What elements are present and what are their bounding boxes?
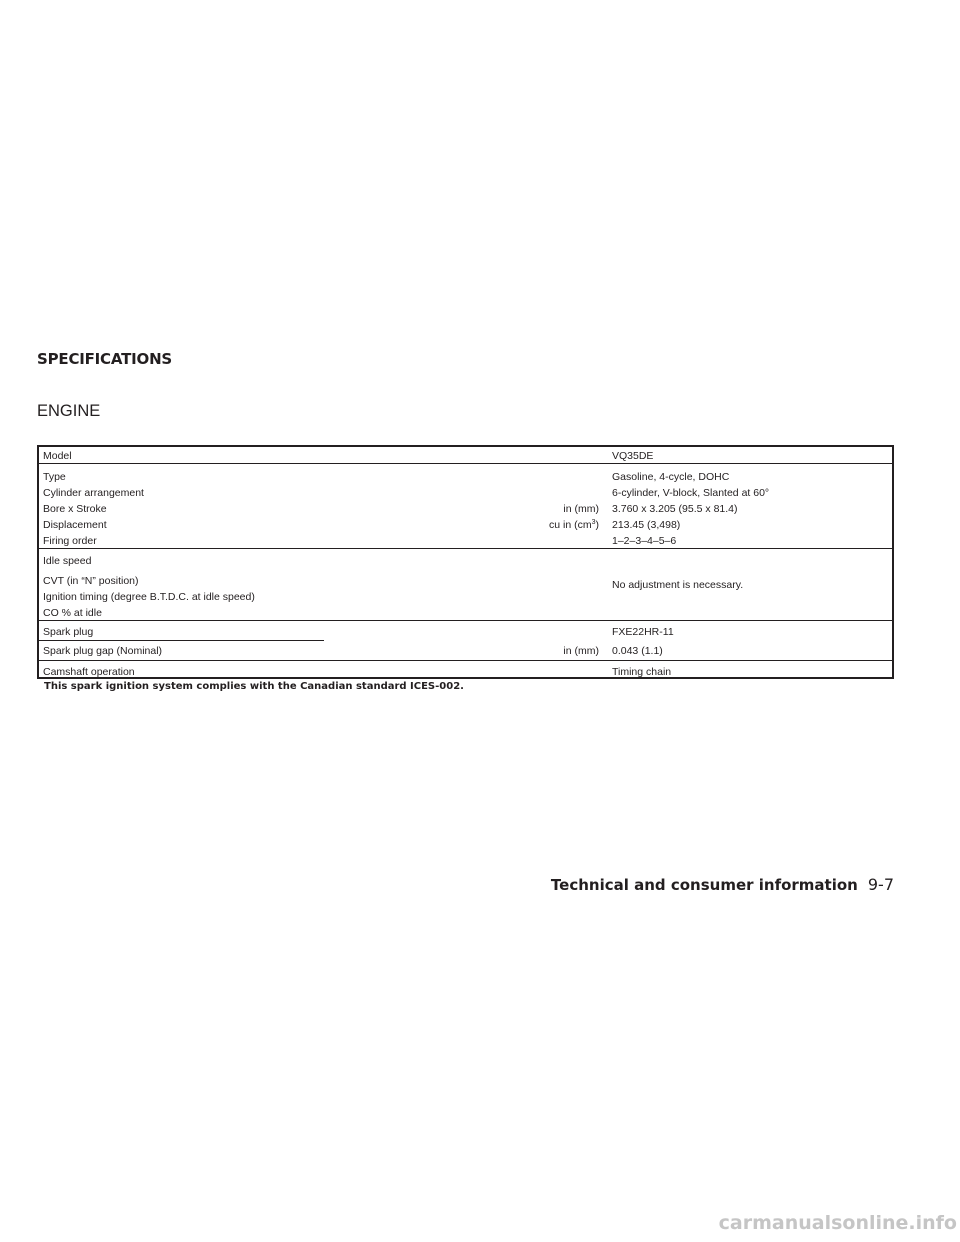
camshaft-row xyxy=(39,664,892,680)
idle-speed-row xyxy=(39,553,892,569)
cvt-row xyxy=(39,573,892,589)
ignition-timing-row xyxy=(39,589,892,605)
bore-stroke-label: Bore x Stroke xyxy=(43,503,107,515)
type-label: Type xyxy=(43,471,66,483)
cylinder-row xyxy=(39,485,892,501)
model-label: Model xyxy=(43,450,72,462)
page-number: 9-7 xyxy=(867,875,894,894)
displacement-label: Displacement xyxy=(43,519,107,531)
spark-plug-gap-value: 0.043 (1.1) xyxy=(612,645,663,657)
co-idle-label: CO % at idle xyxy=(43,607,102,619)
type-value: Gasoline, 4-cycle, DOHC xyxy=(612,471,730,483)
cylinder-label: Cylinder arrangement xyxy=(43,487,144,499)
displacement-unit xyxy=(549,517,599,533)
model-row xyxy=(39,448,892,464)
spark-plug-divider xyxy=(39,640,324,641)
displacement-unit-suffix: ) xyxy=(595,519,599,531)
camshaft-label: Camshaft operation xyxy=(43,666,135,678)
compliance-note: This spark ignition system complies with the Canadian standard ICES-002. xyxy=(44,681,464,692)
firing-order-value: 1–2–3–4–5–6 xyxy=(612,535,677,547)
cvt-label: CVT (in “N” position) xyxy=(43,575,139,587)
page-footer xyxy=(551,875,894,894)
camshaft-group xyxy=(39,661,892,679)
spark-plug-gap-row xyxy=(39,643,892,659)
engine-basics-group xyxy=(39,464,892,549)
displacement-value: 213.45 (3,498) xyxy=(612,519,681,531)
idle-group-value: No adjustment is necessary. xyxy=(612,578,744,591)
spark-plug-label: Spark plug xyxy=(43,626,94,638)
bore-stroke-unit: in (mm) xyxy=(563,503,599,515)
idle-speed-label: Idle speed xyxy=(43,555,92,567)
displacement-unit-prefix: cu in (cm xyxy=(549,519,592,531)
footer-chapter-title: Technical and consumer information xyxy=(550,876,858,894)
spark-plug-gap-label: Spark plug gap (Nominal) xyxy=(43,645,163,657)
section-title: SPECIFICATIONS xyxy=(37,350,173,368)
engine-spec-table xyxy=(37,445,894,679)
spark-plug-value: FXE22HR-11 xyxy=(612,626,674,638)
spark-plug-group xyxy=(39,621,892,661)
model-group xyxy=(39,447,892,464)
watermark-text: carmanualsonline.info xyxy=(718,1212,957,1234)
bore-stroke-row xyxy=(39,501,892,517)
camshaft-value: Timing chain xyxy=(612,666,672,678)
displacement-unit-superscript: 3 xyxy=(591,519,596,526)
firing-order-row xyxy=(39,533,892,549)
ignition-timing-label: Ignition timing (degree B.T.D.C. at idle speed) xyxy=(43,591,255,603)
co-idle-row xyxy=(39,605,892,621)
cylinder-value: 6-cylinder, V-block, Slanted at 60° xyxy=(612,487,770,499)
spark-plug-gap-unit: in (mm) xyxy=(563,645,599,657)
idle-group xyxy=(39,549,892,621)
subsection-title: ENGINE xyxy=(37,402,101,420)
spark-plug-row xyxy=(39,624,892,640)
type-row xyxy=(39,469,892,485)
model-value: VQ35DE xyxy=(612,450,654,462)
displacement-row xyxy=(39,517,892,533)
bore-stroke-value: 3.760 x 3.205 (95.5 x 81.4) xyxy=(612,503,738,515)
firing-order-label: Firing order xyxy=(43,535,97,547)
